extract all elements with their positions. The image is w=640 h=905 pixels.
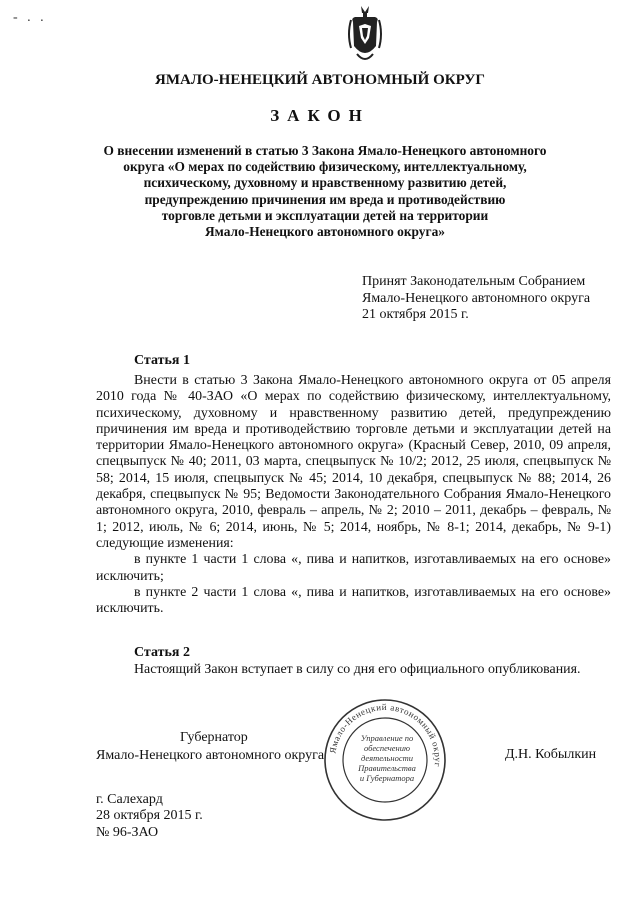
article-1-heading: Статья 1	[134, 353, 190, 368]
title-line: психическому, духовному и нравственному развитию детей,	[143, 175, 507, 191]
adoption-line: Ямало-Ненецкого автономного округа	[362, 290, 591, 306]
stamp-line: обеспечению	[363, 743, 411, 753]
law-title	[90, 143, 560, 240]
stamp-line: Правительства	[358, 763, 416, 773]
stamp-ring-text: Ямало-Ненецкий автономный округ	[327, 701, 444, 768]
footer-date: 28 октября 2015 г.	[96, 808, 203, 824]
adoption-line: 21 октября 2015 г.	[362, 307, 469, 323]
title-line: О внесении изменений в статью 3 Закона Ямало-Ненецкого автономного	[103, 143, 547, 158]
title-line: Ямало-Ненецкого автономного округа»	[205, 224, 445, 240]
article-2-body	[96, 662, 611, 678]
document-type: ЗАКОН	[270, 106, 370, 125]
article-1-body	[96, 373, 611, 617]
signature-block	[96, 729, 356, 765]
signature-name: Д.Н. Кобылкин	[505, 747, 597, 762]
signature-title: Губернатор	[180, 730, 248, 745]
footer-city: г. Салехард	[96, 792, 163, 807]
title-line: округа «О мерах по содействию физическому, интеллектуальному,	[123, 159, 527, 175]
article-2-heading: Статья 2	[134, 645, 190, 660]
signature-org: Ямало-Ненецкого автономного округа	[96, 748, 325, 763]
article-1-paragraph: Внести в статью 3 Закона Ямало-Ненецкого автономного округа от 05 апреля 2010 года № 40-ЗАО «О мерах по содействию физическому, интеллектуальному, психическому, духовному и нравственному развитию детей, предупреждению причинения им вреда и противодействию торговле детьми и эксплуатации детей на территории Ямало-Ненецкого автономного округа» (Красный Север, 2010, 09 апреля, спецвыпуск № 40; 2011, 03 марта, спецвыпуск № 10/2; 2012, 25 июля, спецвыпуск № 58; 2014, 15 июля, спецвыпуск № 45; 2014, 10 декабря, спецвыпуск № 88; 2014, 26 декабря, спецвыпуск № 95; Ведомости Законодательного Собрания Ямало-Ненецкого автономного округа, 2010, февраль – апрель, № 2; 2010 – 2011, декабрь – февраль, № 1; 2012, июль, № 6; 2014, июнь, № 5; 2014, ноябрь, № 8-1; 2014, декабрь, № 9-1) следующие изменения:	[96, 373, 611, 551]
region-name: ЯМАЛО-НЕНЕЦКИЙ АВТОНОМНЫЙ ОКРУГ	[155, 72, 485, 88]
stamp-line: и Губернатора	[359, 773, 415, 783]
document-footer	[96, 792, 203, 841]
stamp-line: деятельности	[360, 753, 414, 763]
title-line: торговле детьми и эксплуатации детей на территории	[161, 207, 489, 223]
article-2-paragraph: Настоящий Закон вступает в силу со дня его официального опубликования.	[134, 662, 581, 677]
stamp-line: Управление по	[360, 733, 414, 743]
article-1-paragraph: в пункте 1 части 1 слова «, пива и напитков, изготавливаемых на его основе» исключить;	[96, 552, 611, 584]
article-1-paragraph: в пункте 2 части 1 слова «, пива и напитков, изготавливаемых на его основе» исключить.	[96, 584, 611, 617]
title-line: предупреждению причинения им вреда и противодействию	[144, 191, 506, 207]
coat-of-arms-icon	[347, 4, 383, 68]
footer-number: № 96-ЗАО	[96, 824, 159, 840]
corner-mark: - . .	[13, 10, 47, 25]
adoption-line: Принят Законодательным Собранием	[362, 274, 586, 289]
adoption-note	[362, 274, 622, 324]
